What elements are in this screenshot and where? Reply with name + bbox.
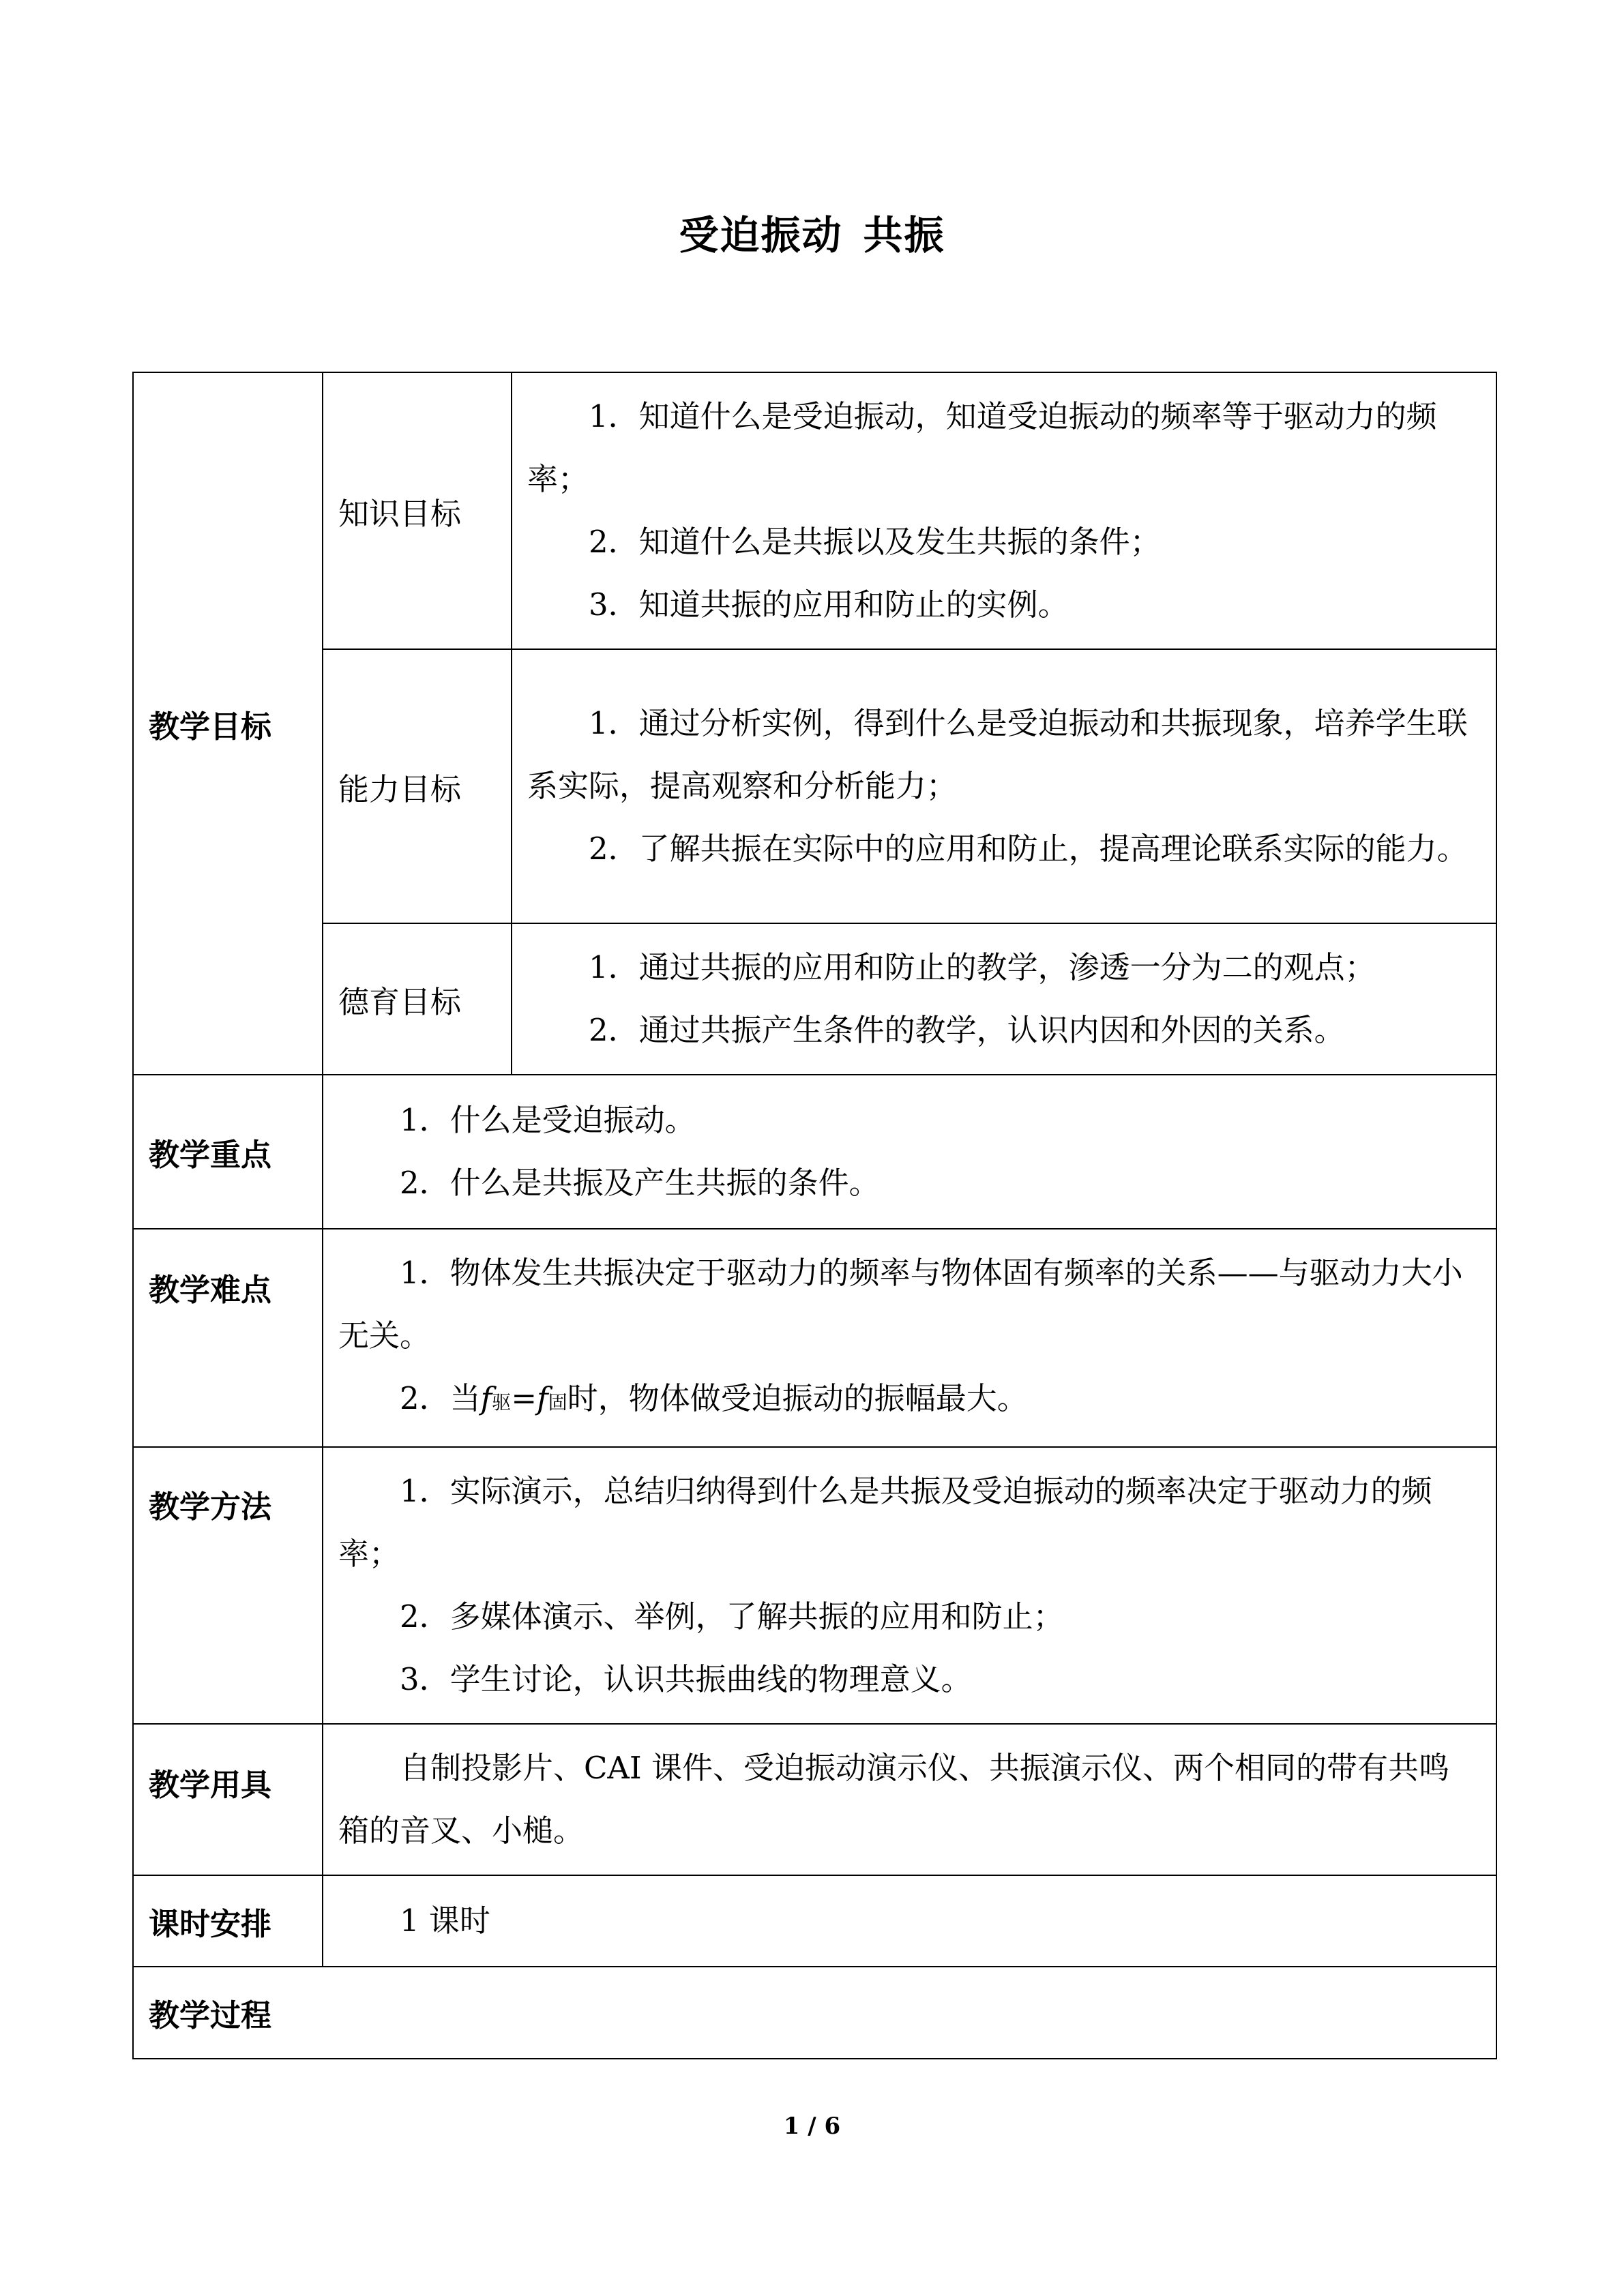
page-number: 1 / 6 [783, 2113, 841, 2140]
ability-goal-item: 2．了解共振在实际中的应用和防止，提高理论联系实际的能力。 [589, 831, 1468, 867]
ability-goal-item: 1．通过分析实例，得到什么是受迫振动和共振现象，培养学生联系实际，提高观察和分析能力； [527, 705, 1468, 804]
knowledge-goal-label: 知识目标 [323, 372, 512, 649]
moral-goal-item: 2．通过共振产生条件的教学，认识内因和外因的关系。 [589, 1012, 1345, 1048]
formula-suffix: 时，物体做受迫振动的振幅最大。 [567, 1380, 1028, 1416]
ability-goal-label: 能力目标 [323, 649, 512, 923]
moral-goal-content [512, 923, 1496, 1075]
formula-prefix: 2．当 [400, 1380, 481, 1416]
methods-header: 教学方法 [133, 1447, 323, 1724]
goals-header: 教学目标 [133, 372, 323, 1075]
schedule-content [323, 1875, 1496, 1967]
title-part-1: 受迫振动 [679, 212, 843, 258]
schedule-header: 课时安排 [133, 1875, 323, 1967]
tools-text: 自制投影片、CAI 课件、受迫振动演示仪、共振演示仪、两个相同的带有共鸣箱的音叉、小槌。 [338, 1750, 1450, 1849]
formula-sub-drive: 驱 [492, 1391, 512, 1414]
moral-goal-label: 德育目标 [323, 923, 512, 1075]
key-points-header: 教学重点 [133, 1075, 323, 1229]
difficulty-item-formula [338, 1367, 1477, 1434]
title-part-2: 共振 [863, 212, 945, 258]
row-key-points [133, 1075, 1496, 1229]
difficulty-item: 1．物体发生共振决定于驱动力的频率与物体固有频率的关系——与驱动力大小无关。 [338, 1255, 1463, 1354]
key-points-content [323, 1075, 1496, 1229]
tools-header: 教学用具 [133, 1724, 323, 1875]
row-schedule [133, 1875, 1496, 1967]
knowledge-goal-item: 3．知道共振的应用和防止的实例。 [589, 586, 1069, 623]
knowledge-goal-item: 1．知道什么是受迫振动，知道受迫振动的频率等于驱动力的频率； [527, 398, 1437, 497]
formula-sub-natural: 固 [548, 1391, 567, 1414]
formula-f-drive: f [480, 1380, 492, 1416]
row-process [133, 1967, 1496, 2059]
tools-content [323, 1724, 1496, 1875]
lesson-plan-table [132, 372, 1497, 2059]
knowledge-goal-item: 2．知道什么是共振以及发生共振的条件； [589, 524, 1161, 560]
moral-goal-item: 1．通过共振的应用和防止的教学，渗透一分为二的观点； [589, 949, 1376, 985]
process-header: 教学过程 [133, 1967, 1496, 2059]
difficulties-header: 教学难点 [133, 1229, 323, 1447]
ability-goal-content [512, 649, 1496, 923]
row-tools [133, 1724, 1496, 1875]
row-methods [133, 1447, 1496, 1724]
row-moral-goal [133, 923, 1496, 1075]
knowledge-goal-content [512, 372, 1496, 649]
methods-content [323, 1447, 1496, 1724]
row-knowledge-goal [133, 372, 1496, 649]
method-item: 1．实际演示，总结归纳得到什么是共振及受迫振动的频率决定于驱动力的频率； [338, 1473, 1432, 1572]
key-point-item: 1．什么是受迫振动。 [400, 1102, 696, 1138]
difficulties-content [323, 1229, 1496, 1447]
method-item: 3．学生讨论，认识共振曲线的物理意义。 [400, 1661, 972, 1697]
row-ability-goal [133, 649, 1496, 923]
method-item: 2．多媒体演示、举例，了解共振的应用和防止； [400, 1598, 1064, 1635]
row-difficulties [133, 1229, 1496, 1447]
formula-equals: = [511, 1380, 537, 1416]
schedule-text: 1 课时 [400, 1903, 490, 1939]
key-point-item: 2．什么是共振及产生共振的条件。 [400, 1165, 880, 1201]
page-title [0, 208, 1624, 263]
formula-f-natural: f [537, 1380, 548, 1416]
